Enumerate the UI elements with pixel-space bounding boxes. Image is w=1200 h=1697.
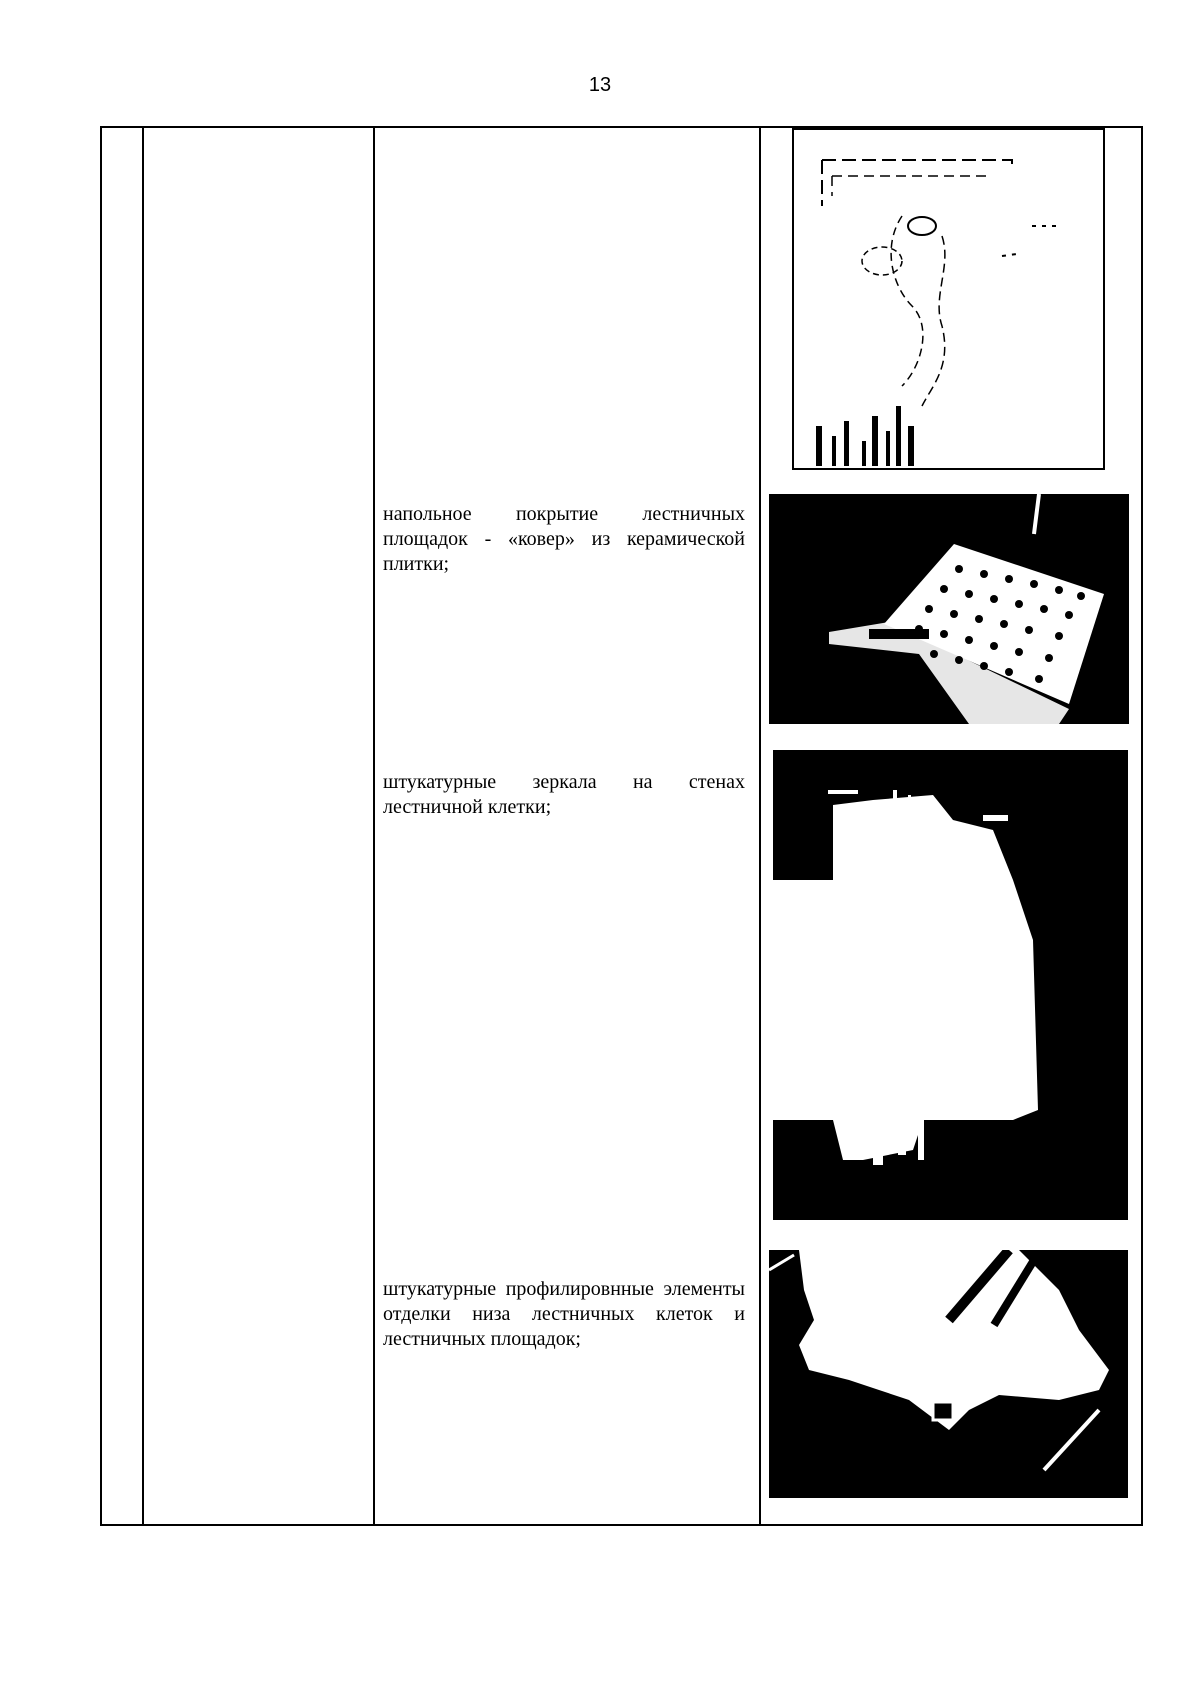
column-divider: [373, 128, 375, 1524]
column-divider: [142, 128, 144, 1524]
plaster-mirror-image: [773, 750, 1128, 1220]
page-number: 13: [588, 74, 612, 96]
floor-plan-sketch-image: [792, 126, 1105, 470]
profiled-plaster-image: [769, 1250, 1128, 1498]
tile-carpet-image: [769, 494, 1129, 724]
row-description: напольное покрытие лестничных площадок - «ковер» из керамической плитки;: [383, 503, 745, 575]
row-description: штукатурные зеркала на стенах лестничной клетки;: [383, 771, 745, 818]
row-description: штукатурные профилировнные элементы отделки низа лестничных клеток и лестничных площадок;: [383, 1278, 745, 1350]
column-divider: [759, 128, 761, 1524]
